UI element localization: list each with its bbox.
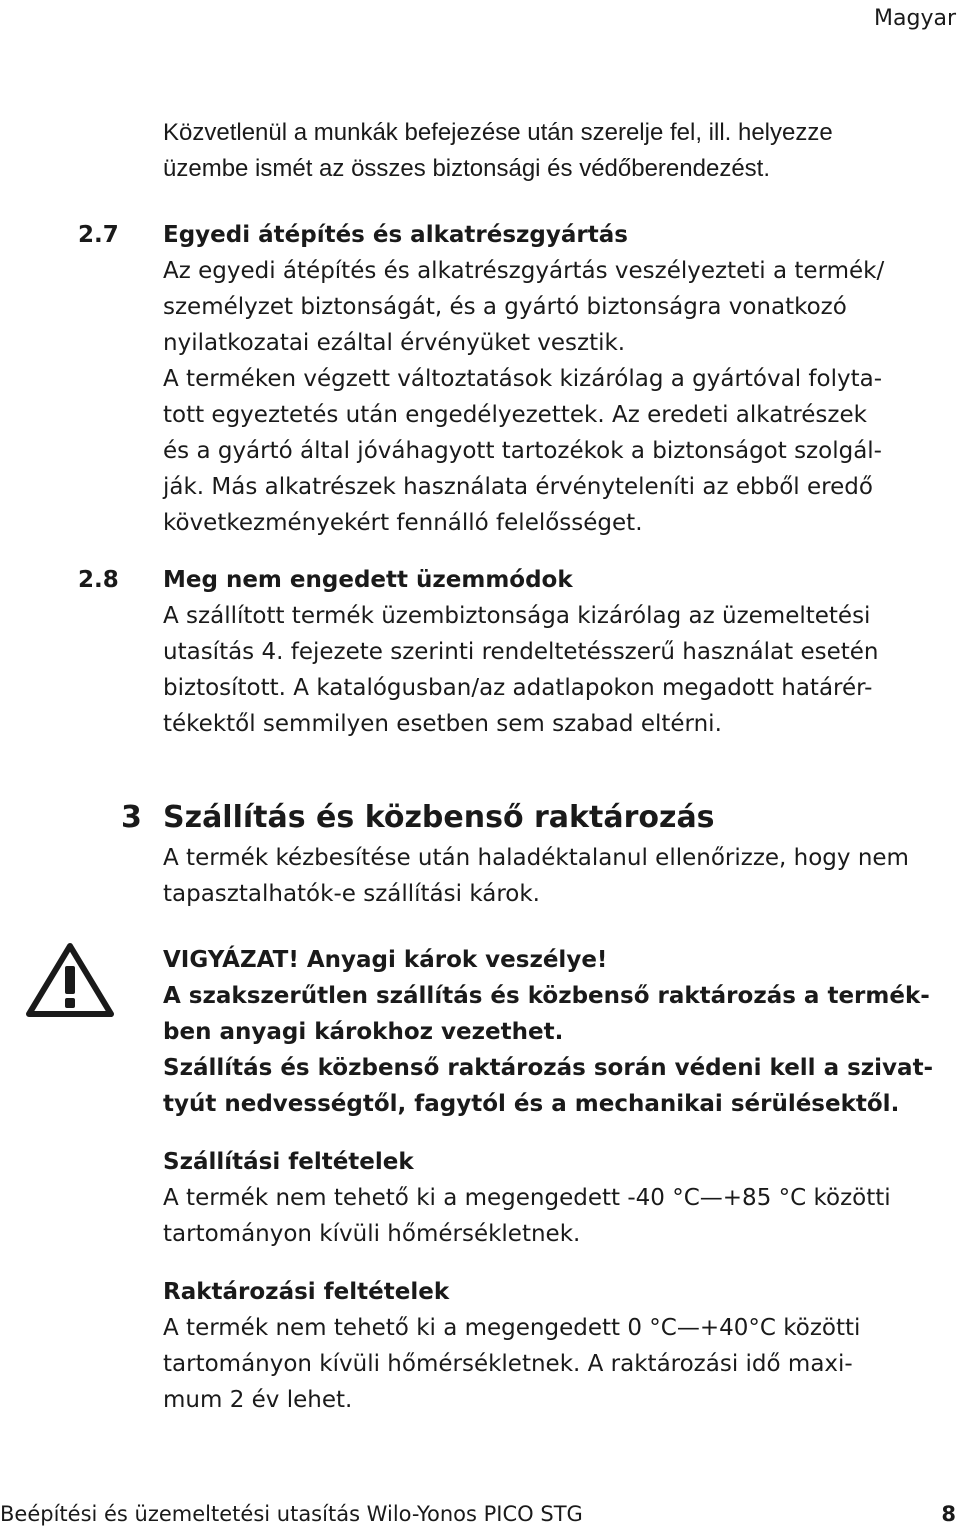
body-line: A szállított termék üzembiztonsága kizárólag az üzemeltetési — [163, 603, 871, 629]
body-line: tott egyeztetés után engedélyezettek. Az eredeti alkatrészek — [163, 402, 867, 428]
body-line: A terméken végzett változtatások kizárólag a gyártóval folyta- — [163, 366, 882, 392]
body-line: személyzet biztonságát, és a gyártó biztonságra vonatkozó — [163, 294, 847, 320]
warning-block — [163, 942, 953, 1122]
body-line: következményekért fennálló felelősséget. — [163, 510, 643, 536]
section-3 — [121, 796, 953, 912]
body-line: tartományon kívüli hőmérsékletnek. — [163, 1221, 581, 1247]
transport-conditions — [163, 1144, 953, 1252]
section-number: 2.7 — [78, 222, 119, 248]
section-title: Szállítás és közbenső raktározás — [163, 800, 715, 835]
page-number: 8 — [941, 1502, 956, 1526]
page-content — [78, 115, 953, 1418]
body-line: nyilatkozatai ezáltal érvényüket vesztik. — [163, 330, 626, 356]
body-line: mum 2 év lehet. — [163, 1387, 353, 1413]
warning-line: A szakszerűtlen szállítás és közbenső raktározás a termék- — [163, 983, 930, 1009]
body-line: Az egyedi átépítés és alkatrészgyártás veszélyezteti a termék/ — [163, 258, 885, 284]
warning-line: tyút nedvességtől, fagytól és a mechanikai sérülésektől. — [163, 1091, 900, 1117]
body-line: A termék nem tehető ki a megengedett -40 °C—+85 °C közötti — [163, 1185, 891, 1211]
body-line: A termék kézbesítése után haladéktalanul ellenőrizze, hogy nem — [163, 845, 909, 871]
footer-title: Beépítési és üzemeltetési utasítás Wilo-Yonos PICO STG — [0, 1502, 583, 1526]
body-line: utasítás 4. fejezete szerinti rendeltetésszerű használat esetén — [163, 639, 879, 665]
section-title: Meg nem engedett üzemmódok — [163, 567, 573, 593]
body-line: tartományon kívüli hőmérsékletnek. A raktározási idő maxi- — [163, 1351, 853, 1377]
section-2-8 — [78, 562, 953, 742]
section-2-7 — [78, 217, 953, 541]
storage-conditions — [163, 1274, 953, 1418]
warning-triangle-icon — [25, 942, 115, 1018]
warning-heading: VIGYÁZAT! Anyagi károk veszélye! — [163, 947, 608, 973]
intro-line: Közvetlenül a munkák befejezése után szerelje fel, ill. helyezze — [163, 119, 833, 146]
body-line: tapasztalhatók-e szállítási károk. — [163, 881, 540, 907]
intro-line: üzembe ismét az összes biztonsági és védőberendezést. — [163, 155, 770, 182]
subsection-title: Szállítási feltételek — [163, 1149, 414, 1175]
intro-paragraph — [163, 115, 953, 187]
warning-line: Szállítás és közbenső raktározás során védeni kell a szivat- — [163, 1055, 934, 1081]
body-line: biztosított. A katalógusban/az adatlapokon megadott határér- — [163, 675, 873, 701]
section-number: 3 — [121, 800, 142, 835]
body-line: A termék nem tehető ki a megengedett 0 °C—+40°C közötti — [163, 1315, 861, 1341]
warning-line: ben anyagi károkhoz vezethet. — [163, 1019, 564, 1045]
subsection-title: Raktározási feltételek — [163, 1279, 450, 1305]
section-number: 2.8 — [78, 567, 119, 593]
section-title: Egyedi átépítés és alkatrészgyártás — [163, 222, 628, 248]
language-label: Magyar — [874, 6, 956, 31]
body-line: és a gyártó által jóváhagyott tartozékok a biztonságot szolgál- — [163, 438, 882, 464]
body-line: tékektől semmilyen esetben sem szabad eltérni. — [163, 711, 722, 737]
body-line: ják. Más alkatrészek használata érvényteleníti az ebből eredő — [163, 474, 873, 500]
